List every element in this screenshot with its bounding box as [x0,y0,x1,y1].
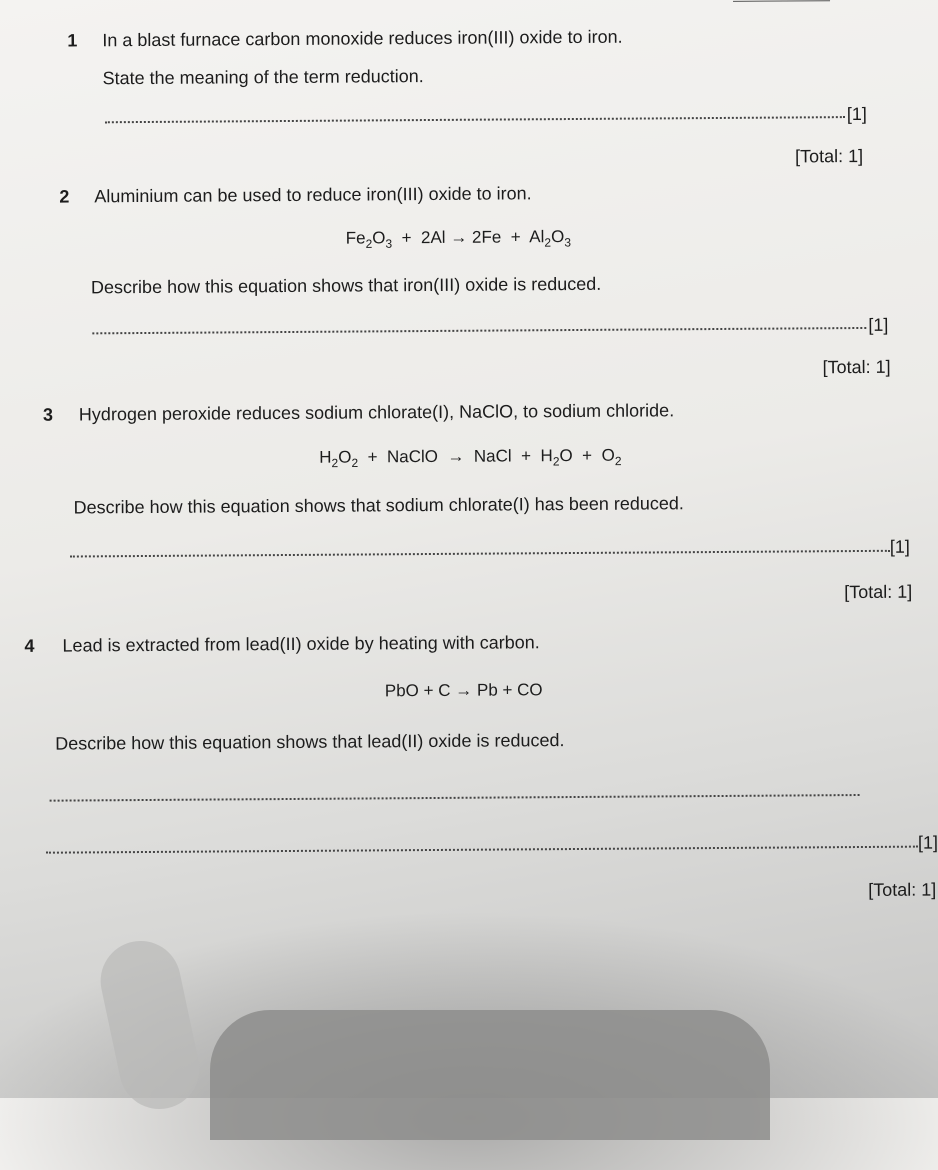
question-1-mark: [1] [846,103,867,125]
question-1-total: [Total: 1] [795,145,864,167]
question-3-total: [Total: 1] [844,581,913,603]
question-2-text: Aluminium can be used to reduce iron(III) oxide to iron. [94,183,532,207]
question-3-prompt: Describe how this equation shows that sodium chlorate(I) has been reduced. [73,493,684,518]
question-2-prompt: Describe how this equation shows that iron(III) oxide is reduced. [90,273,602,298]
question-3-equation: $H_2O_2$ + NaClO → NaCl + $H_2O + O_2$ [319,445,622,471]
question-1-text: In a blast furnace carbon monoxide reduces iron(III) oxide to iron. [102,26,623,51]
question-1-number: 1 [67,30,78,51]
question-2-equation: $Fe_2O_3 + 2Al \to 2Fe + Al_2O_3$ [345,227,572,251]
question-2-number: 2 [59,186,70,207]
question-4-prompt: Describe how this equation shows that lead(II) oxide is reduced. [55,730,565,754]
answer-line-4a[interactable] [50,794,860,802]
answer-line-1[interactable] [105,116,845,123]
question-2-total: [Total: 1] [822,356,891,378]
question-1-prompt: State the meaning of the term reduction. [102,66,424,89]
question-4-total: [Total: 1] [868,879,937,900]
question-3-number: 3 [42,404,53,425]
question-4-text: Lead is extracted from lead(II) oxide by heating with carbon. [62,632,540,656]
question-3-text: Hydrogen peroxide reduces sodium chlorate(I), NaClO, to sodium chloride. [78,400,675,425]
question-4-equation: PbO + C → Pb + CO [384,680,543,701]
answer-line-3[interactable] [70,550,890,558]
answer-line-4b[interactable] [46,846,918,854]
answer-line-2[interactable] [92,327,866,334]
hand-shadow [210,1010,770,1140]
question-4-number: 4 [24,635,35,656]
header-rule [733,0,830,2]
question-3-mark: [1] [889,536,910,557]
question-4-mark: [1] [917,832,938,853]
question-2-mark: [1] [868,314,889,335]
